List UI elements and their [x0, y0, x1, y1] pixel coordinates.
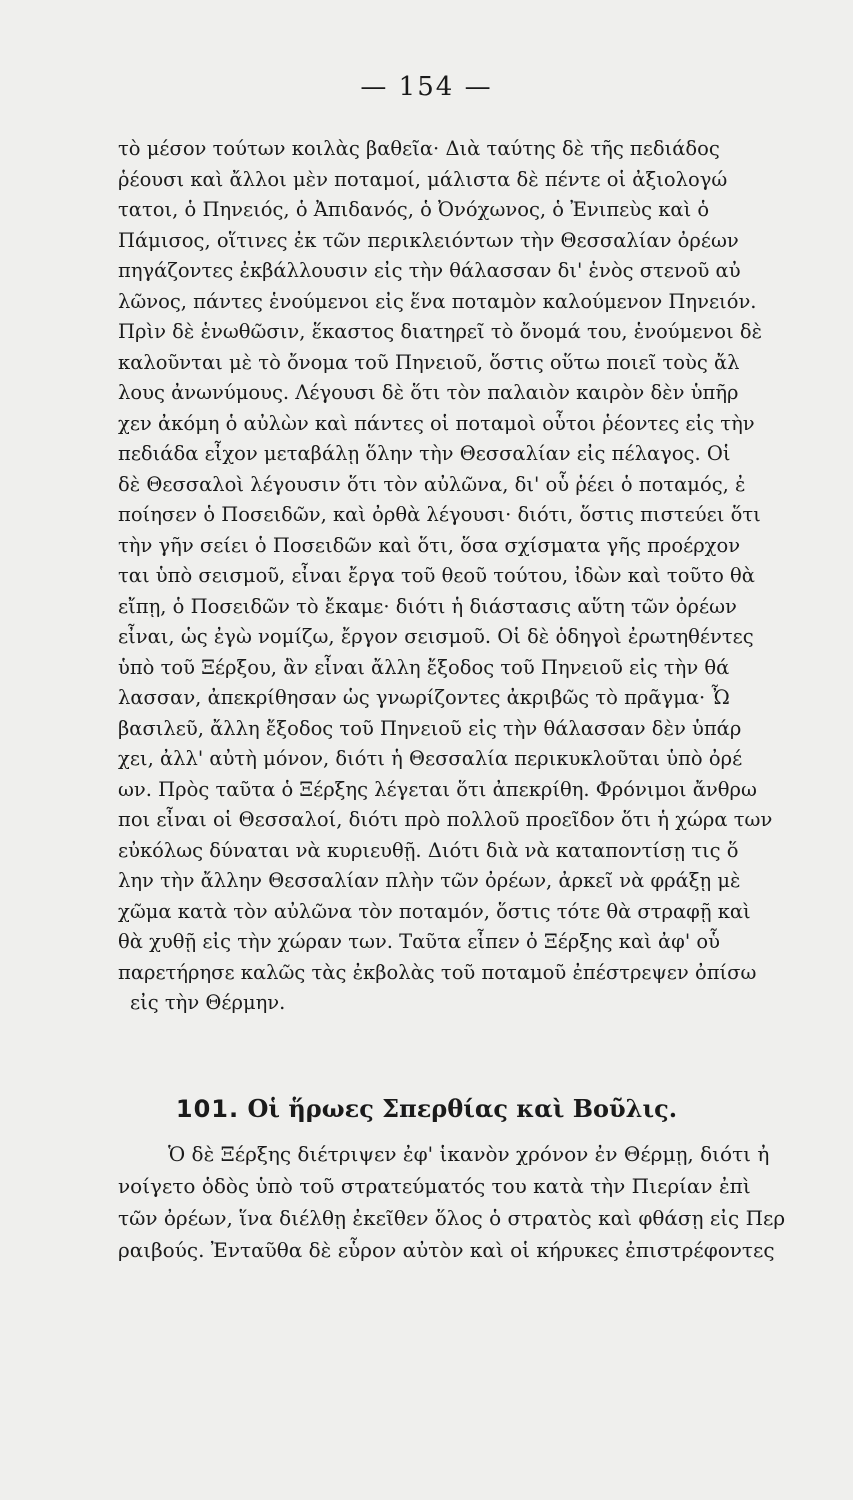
text-line: χει, ἀλλ' αὐτὴ μόνον, διότι ἡ Θεσσαλία περικυκλοῦται ὑπὸ ὀρέ [118, 747, 743, 770]
text-line: λασσαν, ἀπεκρίθησαν ὡς γνωρίζοντες ἀκριβῶς τὸ πρᾶγμα· Ὦ [118, 686, 730, 709]
section-text [118, 1138, 853, 1266]
text-line: ποίησεν ὁ Ποσειδῶν, καὶ ὀρθὰ λέγουσι· διότι, ὅστις πιστεύει ὅτι [118, 503, 761, 526]
text-line: εἴπῃ, ὁ Ποσειδῶν τὸ ἔκαμε· διότι ἡ διάστασις αὕτη τῶν ὀρέων [118, 594, 737, 618]
section-heading [0, 1094, 853, 1123]
text-line: ται ὑπὸ σεισμοῦ, εἶναι ἔργα τοῦ θεοῦ τούτου, ἰδὼν καὶ τοῦτο θὰ [118, 564, 755, 587]
text-line: εἶναι, ὡς ἐγὼ νομίζω, ἔργον σεισμοῦ. Οἱ δὲ ὁδηγοὶ ἐρωτηθέντες [118, 625, 754, 648]
text-line: ῥέουσι καὶ ἄλλοι μὲν ποταμοί, μάλιστα δὲ πέντε οἱ ἀξιολογώ [118, 167, 728, 191]
text-line: τὴν γῆν σείει ὁ Ποσειδῶν καὶ ὅτι, ὅσα σχίσματα γῆς προέρχον [118, 533, 741, 557]
text-line: βασιλεῦ, ἄλλη ἔξοδος τοῦ Πηνειοῦ εἰς τὴν θάλασσαν δὲν ὑπάρ [118, 716, 742, 740]
page-number: — 154 — [360, 72, 493, 102]
text-line: τῶν ὀρέων, ἵνα διέλθῃ ἐκεῖθεν ὅλος ὁ στρατὸς καὶ φθάσῃ εἰς Περ [118, 1206, 786, 1230]
text-line: Ὁ δὲ Ξέρξης διέτριψεν ἐφ' ἱκανὸν χρόνον ἐν Θέρμῃ, διότι ἠ [168, 1142, 770, 1166]
text-line: εἰς τὴν Θέρμην. [130, 991, 286, 1014]
text-line: λους ἀνωνύμους. Λέγουσι δὲ ὅτι τὸν παλαιὸν καιρὸν δὲν ὑπῆρ [118, 381, 739, 404]
text-line: λῶνος, πάντες ἑνούμενοι εἰς ἕνα ποταμὸν καλούμενον Πηνειόν. [118, 289, 757, 313]
text-line: πηγάζοντες ἐκβάλλουσιν εἰς τὴν θάλασσαν δι' ἑνὸς στενοῦ αὐ [118, 259, 741, 282]
text-line: χεν ἀκόμη ὁ αὐλὼν καὶ πάντες οἱ ποταμοὶ οὗτοι ῥέοντες εἰς τὴν [118, 411, 755, 435]
text-line: εὐκόλως δύναται νὰ κυριευθῇ. Διότι διὰ νὰ καταποντίσῃ τις ὅ [118, 838, 739, 862]
section-number: 101. [175, 1095, 240, 1123]
text-line: παρετήρησε καλῶς τὰς ἐκβολὰς τοῦ ποταμοῦ ἐπέστρεψεν ὀπίσω [118, 960, 757, 984]
section-title: Οἱ ἥρωες Σπερθίας καὶ Βοῦλις. [247, 1094, 678, 1123]
text-line: πεδιάδα εἶχον μεταβάλῃ ὅλην τὴν Θεσσαλίαν εἰς πέλαγος. Οἱ [118, 442, 731, 465]
text-line: θὰ χυθῇ εἰς τὴν χώραν των. Ταῦτα εἶπεν ὁ Ξέρξης καὶ ἀφ' οὗ [118, 930, 720, 953]
text-line: ποι εἶναι οἱ Θεσσαλοί, διότι πρὸ πολλοῦ προεῖδον ὅτι ἡ χώρα των [118, 808, 773, 831]
text-line: ων. Πρὸς ταῦτα ὁ Ξέρξης λέγεται ὅτι ἀπεκρίθη. Φρόνιμοι ἄνθρω [118, 777, 757, 801]
text-line: τατοι, ὁ Πηνειός, ὁ Ἀπιδανός, ὁ Ὀνόχωνος, ὁ Ἐνιπεὺς καὶ ὁ [118, 198, 710, 221]
text-line: ὑπὸ τοῦ Ξέρξου, ἂν εἶναι ἄλλη ἔξοδος τοῦ Πηνειοῦ εἰς τὴν θά [118, 655, 730, 679]
text-line: καλοῦνται μὲ τὸ ὄνομα τοῦ Πηνειοῦ, ὅστις οὕτω ποιεῖ τοὺς ἄλ [118, 350, 740, 374]
text-line: λην τὴν ἄλλην Θεσσαλίαν πλὴν τῶν ὀρέων, ἀρκεῖ νὰ φράξῃ μὲ [118, 869, 741, 892]
text-line: νοίγετο ὁδὸς ὑπὸ τοῦ στρατεύματός του κατὰ τὴν Πιερίαν ἐπὶ [118, 1174, 751, 1198]
text-line: Πρὶν δὲ ἑνωθῶσιν, ἕκαστος διατηρεῖ τὸ ὄνομά του, ἑνούμενοι δὲ [118, 320, 763, 343]
main-text [118, 134, 853, 1019]
text-line: χῶμα κατὰ τὸν αὐλῶνα τὸν ποταμόν, ὅστις τότε θὰ στραφῇ καὶ [118, 899, 751, 923]
text-line: τὸ μέσον τούτων κοιλὰς βαθεῖα· Διὰ ταύτης δὲ τῆς πεδιάδος [118, 137, 720, 160]
text-line: ραιβούς. Ἐνταῦθα δὲ εὗρον αὐτὸν καὶ οἱ κήρυκες ἐπιστρέφοντες [118, 1238, 775, 1262]
text-line: Πάμισος, οἵτινες ἐκ τῶν περικλειόντων τὴν Θεσσαλίαν ὀρέων [118, 228, 739, 252]
text-line: δὲ Θεσσαλοὶ λέγουσιν ὅτι τὸν αὐλῶνα, δι' οὗ ῥέει ὁ ποταμός, ἐ [118, 472, 746, 496]
